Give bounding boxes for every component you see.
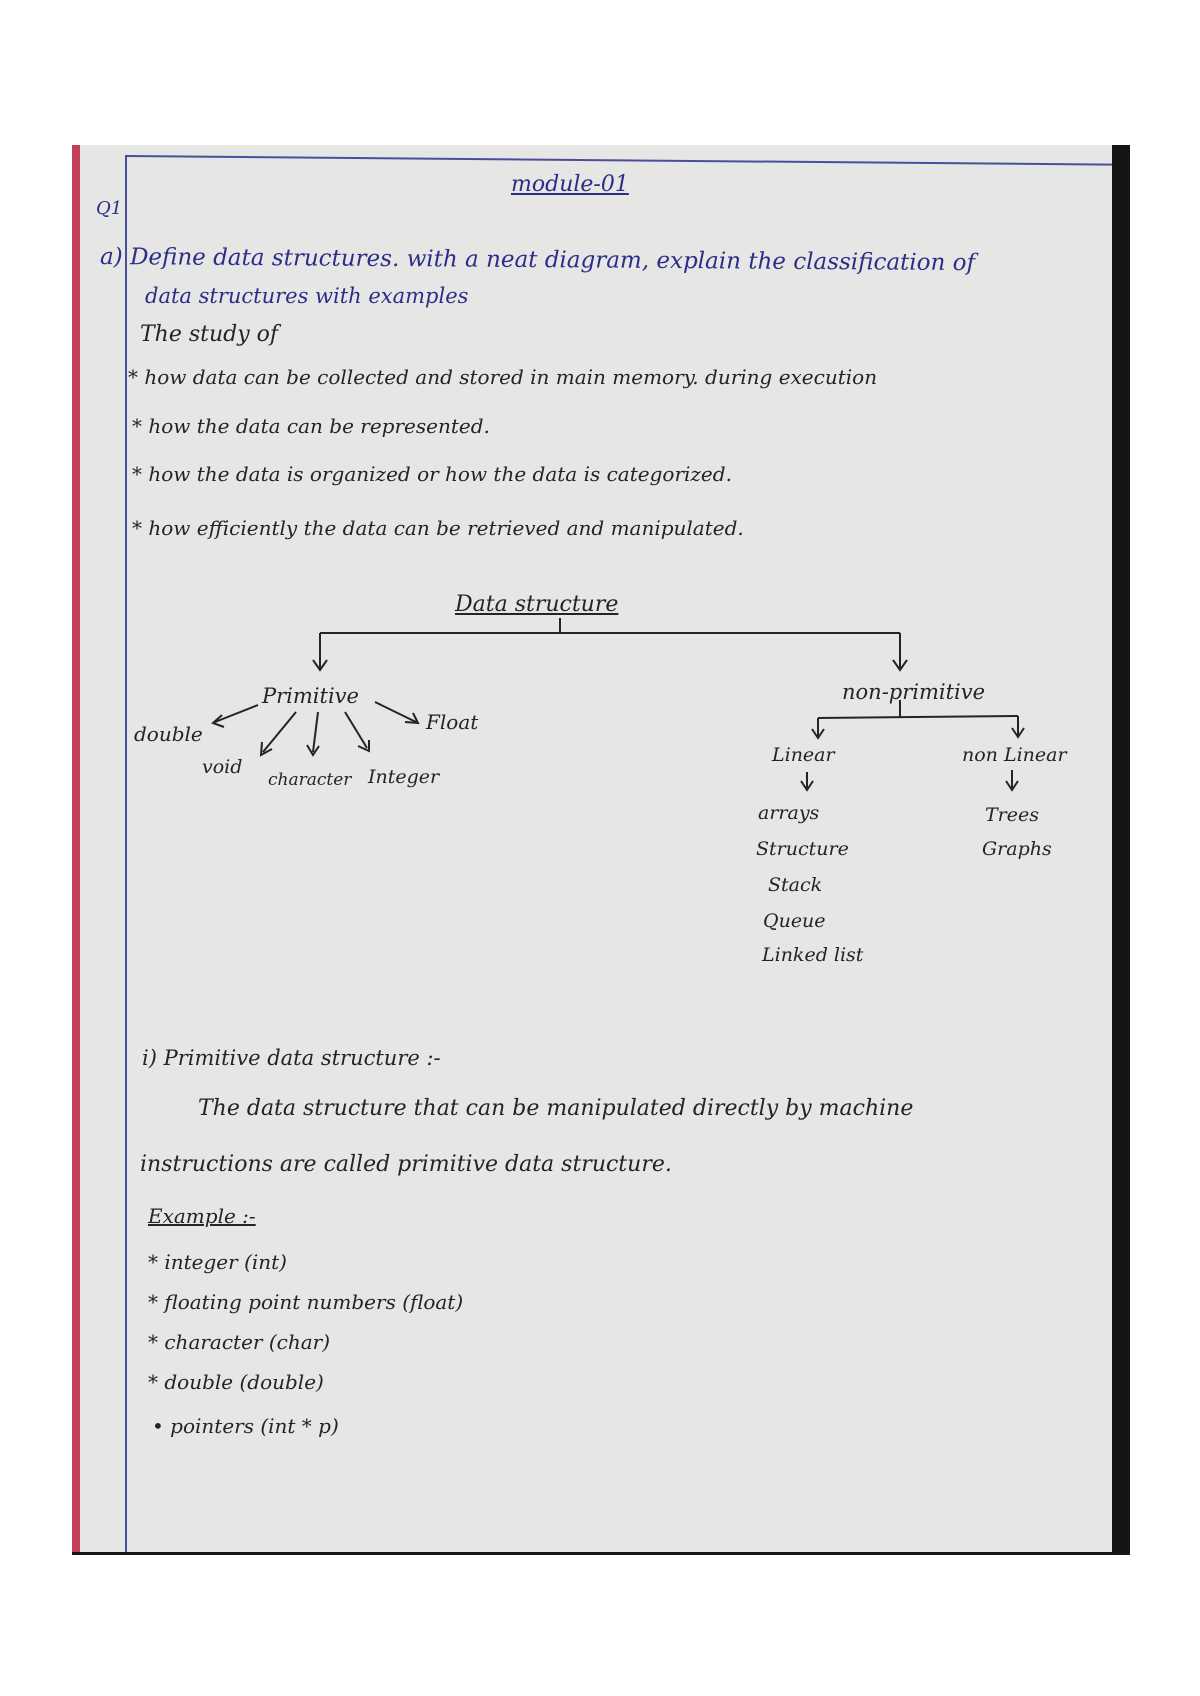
module-title: module-01 <box>511 172 629 197</box>
question-line-1: a) Define data structures. with a neat diagram, explain the classification of <box>99 244 976 277</box>
arrow-to-integer <box>345 712 369 751</box>
arrow-to-void <box>261 712 296 755</box>
question-line-2: data structures with examples <box>145 284 469 308</box>
arrow-to-character <box>307 712 319 755</box>
primitive-child-float: Float <box>426 710 479 734</box>
question-number: Q1 <box>96 198 123 219</box>
answer-intro: The study of <box>140 322 279 347</box>
study-point-3: * how the data is organized or how the data is categorized. <box>132 462 732 486</box>
arrow-to-non-primitive <box>893 633 907 670</box>
example-integer: * integer (int) <box>148 1250 287 1274</box>
non-linear-item-trees: Trees <box>985 804 1039 826</box>
primitive-child-double: double <box>134 722 203 746</box>
definition-line-2: instructions are called primitive data structure. <box>140 1152 672 1177</box>
arrow-to-double <box>213 705 258 727</box>
study-point-1: * how data can be collected and stored in main memory. during execution <box>128 365 878 389</box>
linear-item-arrays: arrays <box>758 802 820 824</box>
arrow-to-linear <box>812 718 824 738</box>
non-primitive-node: non-primitive <box>842 680 986 704</box>
primitive-child-character: character <box>268 770 352 790</box>
linear-item-structure: Structure <box>756 838 849 860</box>
study-point-2: * how the data can be represented. <box>132 414 490 438</box>
example-float: * floating point numbers (float) <box>148 1290 464 1314</box>
example-double: * double (double) <box>148 1370 324 1394</box>
study-point-4: * how efficiently the data can be retrieved and manipulated. <box>132 516 744 540</box>
arrow-to-non-linear-items <box>1006 770 1018 790</box>
example-label: Example :- <box>148 1204 256 1228</box>
arrow-to-linear-items <box>801 772 813 790</box>
non-linear-item-graphs: Graphs <box>982 838 1052 860</box>
linear-node: Linear <box>772 744 835 766</box>
example-pointers: • pointers (int * p) <box>152 1414 339 1438</box>
non-linear-node: non Linear <box>962 744 1067 766</box>
non-primitive-branch-connector <box>818 716 1018 718</box>
primitive-node: Primitive <box>262 684 359 708</box>
linear-item-stack: Stack <box>768 874 823 896</box>
example-character: * character (char) <box>148 1330 331 1354</box>
section-heading: i) Primitive data structure :- <box>142 1046 441 1070</box>
linear-item-queue: Queue <box>763 910 826 932</box>
arrow-to-non-linear <box>1012 716 1024 737</box>
primitive-child-void: void <box>202 756 243 778</box>
linear-item-linked-list: Linked list <box>762 944 864 966</box>
primitive-child-integer: Integer <box>368 766 440 788</box>
diagram-root: Data structure <box>455 592 619 617</box>
arrow-to-primitive <box>313 633 327 670</box>
arrow-to-float <box>375 702 418 723</box>
definition-line-1: The data structure that can be manipulated directly by machine <box>198 1096 914 1121</box>
